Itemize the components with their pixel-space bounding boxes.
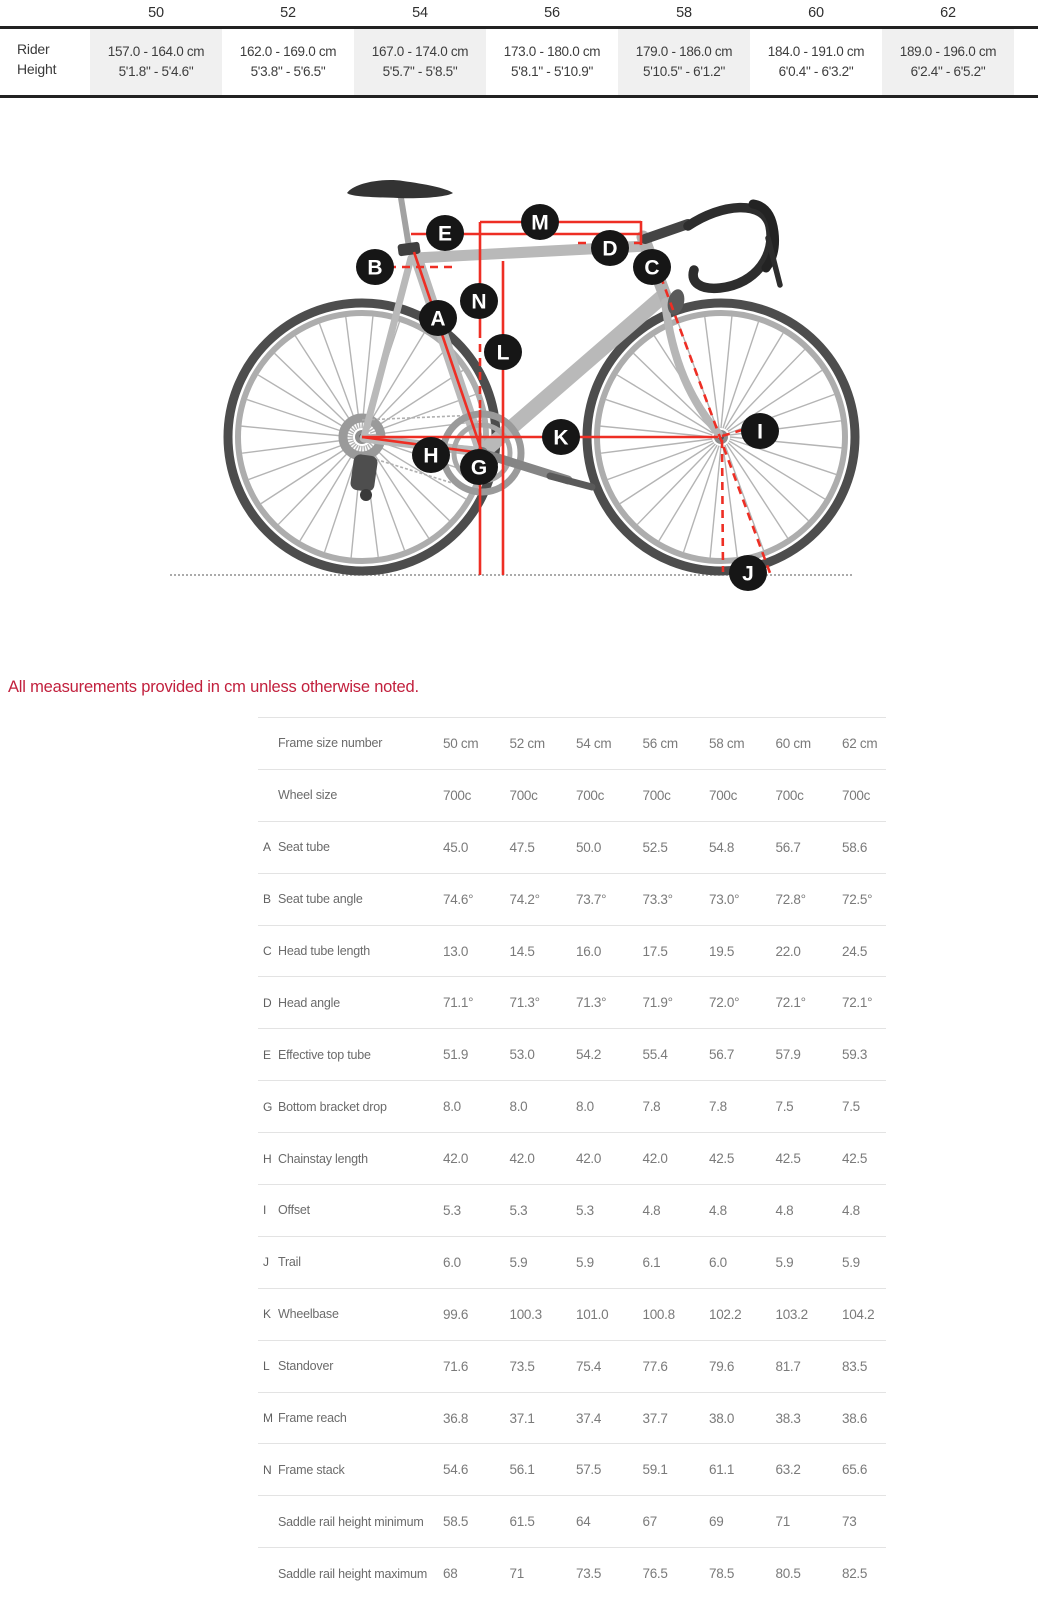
cell-value: 62 cm xyxy=(842,735,878,751)
rear-derailleur xyxy=(350,454,379,493)
cell-value: 71.3° xyxy=(509,995,540,1011)
row-letter: D xyxy=(263,995,272,1010)
cell-value: 72.8° xyxy=(775,891,806,907)
table-row xyxy=(258,1288,886,1340)
cell-value: 5.9 xyxy=(775,1254,794,1270)
size-header-50: 50 xyxy=(148,5,164,21)
cell-value: 59.3 xyxy=(842,1047,868,1063)
cell-value: 16.0 xyxy=(576,943,602,959)
cell-value: 73.5 xyxy=(509,1358,535,1374)
row-letter: L xyxy=(263,1359,270,1374)
cell-value: 102.2 xyxy=(709,1306,742,1322)
cell-value: 99.6 xyxy=(443,1306,469,1322)
cell-value: 8.0 xyxy=(443,1099,461,1115)
seatpost xyxy=(401,198,409,247)
rider-height-imperial: 5'8.1" - 5'10.9" xyxy=(511,64,593,79)
size-header-60: 60 xyxy=(808,5,824,21)
cell-value: 63.2 xyxy=(775,1462,801,1478)
diagram-label-E xyxy=(426,215,464,251)
cell-value: 47.5 xyxy=(509,839,535,855)
row-letter: H xyxy=(263,1151,272,1166)
row-label: Frame reach xyxy=(278,1411,347,1426)
table-row xyxy=(258,1443,886,1495)
diagram-label-C xyxy=(633,249,671,285)
cell-value: 7.5 xyxy=(775,1099,794,1115)
cell-value: 700c xyxy=(842,787,871,803)
cell-value: 42.5 xyxy=(842,1151,868,1167)
row-letter: I xyxy=(263,1203,267,1218)
table-row xyxy=(258,717,886,769)
rider-height-row xyxy=(0,29,1038,98)
table-row xyxy=(258,873,886,925)
cell-value: 104.2 xyxy=(842,1306,875,1322)
row-label: Head tube length xyxy=(278,944,371,958)
svg-text:G: G xyxy=(470,456,488,480)
cell-value: 60 cm xyxy=(775,735,811,751)
size-header-52: 52 xyxy=(280,5,296,21)
svg-text:B: B xyxy=(367,256,383,280)
table-row xyxy=(258,1132,886,1184)
row-label: Effective top tube xyxy=(278,1047,371,1062)
cell-value: 73.7° xyxy=(576,891,607,907)
cell-value: 54 cm xyxy=(576,735,612,751)
cell-value: 42.0 xyxy=(576,1151,602,1167)
svg-text:A: A xyxy=(430,307,446,331)
diagram-label-J xyxy=(729,555,767,591)
cell-value: 54.6 xyxy=(443,1462,469,1478)
table-row xyxy=(258,1080,886,1132)
diagram-label-H xyxy=(412,437,450,473)
svg-text:L: L xyxy=(496,341,510,365)
cell-value: 700c xyxy=(709,787,738,803)
cell-value: 7.8 xyxy=(709,1099,727,1115)
cell-value: 83.5 xyxy=(842,1358,868,1374)
line-seat-tube xyxy=(414,252,482,452)
cell-value: 45.0 xyxy=(443,839,469,855)
cell-value: 58.5 xyxy=(443,1514,469,1530)
diagram-label-K xyxy=(542,419,580,455)
cell-value: 5.3 xyxy=(443,1202,461,1218)
row-letter: E xyxy=(263,1047,271,1062)
diagram-label-N xyxy=(460,283,498,319)
cell-value: 71 xyxy=(509,1566,524,1582)
cell-value: 71.6 xyxy=(443,1358,469,1374)
svg-text:H: H xyxy=(423,444,439,468)
cell-value: 8.0 xyxy=(576,1099,594,1115)
row-label: Saddle rail height maximum xyxy=(278,1566,428,1581)
size-header-spacer xyxy=(0,0,90,26)
cell-value: 79.6 xyxy=(709,1358,735,1374)
row-letter: G xyxy=(263,1099,273,1114)
table-row xyxy=(258,976,886,1028)
cell-value: 64 xyxy=(576,1514,591,1530)
rider-height-imperial: 5'3.8" - 5'6.5" xyxy=(250,64,326,79)
svg-text:E: E xyxy=(437,222,453,246)
cell-value: 59.1 xyxy=(642,1462,668,1478)
cell-value: 74.6° xyxy=(443,891,474,907)
line-hub-vertical xyxy=(722,440,723,572)
cell-value: 78.5 xyxy=(709,1566,735,1582)
cell-value: 5.3 xyxy=(509,1202,528,1218)
row-label: Standover xyxy=(278,1359,334,1374)
diagram-label-D xyxy=(591,230,629,266)
size-header-56: 56 xyxy=(544,5,560,21)
row-label: Bottom bracket drop xyxy=(278,1099,387,1114)
size-header-58: 58 xyxy=(676,5,692,21)
cell-value: 103.2 xyxy=(775,1306,808,1322)
cell-value: 61.5 xyxy=(509,1514,535,1530)
cell-value: 56.7 xyxy=(709,1047,735,1063)
table-row xyxy=(258,1392,886,1444)
rider-height-label-line1: Rider xyxy=(17,41,50,57)
cell-value: 42.5 xyxy=(775,1151,801,1167)
cell-value: 101.0 xyxy=(576,1306,609,1322)
rider-size-table xyxy=(0,0,1038,98)
cell-value: 100.8 xyxy=(642,1306,675,1322)
cell-value: 700c xyxy=(443,787,472,803)
cell-value: 72.1° xyxy=(842,995,873,1011)
svg-text:D: D xyxy=(602,237,618,261)
cell-value: 700c xyxy=(775,787,804,803)
cell-value: 22.0 xyxy=(775,943,801,959)
rider-height-imperial: 5'5.7" - 5'8.5" xyxy=(382,64,458,79)
row-label: Frame stack xyxy=(278,1462,345,1477)
cell-value: 4.8 xyxy=(775,1202,794,1218)
row-label: Frame size number xyxy=(278,736,383,751)
cell-value: 37.7 xyxy=(642,1410,668,1426)
svg-text:M: M xyxy=(531,211,549,235)
cell-value: 37.1 xyxy=(509,1410,535,1426)
cell-value: 700c xyxy=(642,787,671,803)
cell-value: 14.5 xyxy=(509,943,535,959)
table-row xyxy=(258,1340,886,1392)
cell-value: 700c xyxy=(576,787,605,803)
cell-value: 7.5 xyxy=(842,1099,860,1115)
table-row xyxy=(258,1236,886,1288)
rider-height-cell-56 xyxy=(486,29,618,95)
rider-height-imperial: 6'0.4" - 6'3.2" xyxy=(778,64,854,79)
cell-value: 17.5 xyxy=(642,943,668,959)
cell-value: 5.3 xyxy=(576,1202,594,1218)
cell-value: 42.0 xyxy=(509,1151,535,1167)
cell-value: 67 xyxy=(642,1514,657,1530)
row-label: Seat tube angle xyxy=(278,892,363,907)
row-letter: M xyxy=(263,1411,273,1426)
cell-value: 54.8 xyxy=(709,839,735,855)
row-label: Trail xyxy=(278,1255,301,1270)
cell-value: 6.1 xyxy=(642,1254,661,1270)
cell-value: 72.5° xyxy=(842,891,873,907)
cell-value: 72.1° xyxy=(775,995,806,1011)
handlebar xyxy=(688,208,771,289)
measurements-note: All measurements provided in cm unless otherwise noted. xyxy=(8,678,419,696)
row-letter: N xyxy=(263,1462,272,1477)
cell-value: 71.9° xyxy=(642,995,673,1011)
cell-value: 6.0 xyxy=(709,1254,727,1270)
cell-value: 54.2 xyxy=(576,1047,602,1063)
cell-value: 73.3° xyxy=(642,891,673,907)
rider-height-cm: 167.0 - 174.0 cm xyxy=(371,44,469,59)
cell-value: 65.6 xyxy=(842,1462,868,1478)
rider-height-cm: 184.0 - 191.0 cm xyxy=(767,44,865,59)
rider-height-label xyxy=(0,29,90,95)
stem xyxy=(645,224,688,239)
cell-value: 71.3° xyxy=(576,995,607,1011)
row-letter: C xyxy=(263,944,272,958)
rider-height-cell-52 xyxy=(222,29,354,95)
cell-value: 56.7 xyxy=(775,839,801,855)
size-header-54: 54 xyxy=(412,5,428,21)
cell-value: 77.6 xyxy=(642,1358,668,1374)
svg-text:N: N xyxy=(471,290,487,314)
table-row xyxy=(258,821,886,873)
rider-height-imperial: 6'2.4" - 6'5.2" xyxy=(910,64,986,79)
cell-value: 4.8 xyxy=(842,1202,860,1218)
cell-value: 51.9 xyxy=(443,1047,469,1063)
diagram-label-M xyxy=(521,204,559,240)
cell-value: 82.5 xyxy=(842,1566,868,1582)
cell-value: 42.5 xyxy=(709,1151,735,1167)
svg-text:K: K xyxy=(553,426,569,450)
row-label: Head angle xyxy=(278,995,340,1010)
rider-height-cell-54 xyxy=(354,29,486,95)
cell-value: 80.5 xyxy=(775,1566,801,1582)
cell-value: 74.2° xyxy=(509,891,540,907)
size-header-row xyxy=(0,0,1038,29)
svg-text:J: J xyxy=(742,562,754,586)
cell-value: 700c xyxy=(509,787,538,803)
cell-value: 42.0 xyxy=(443,1151,469,1167)
rider-height-label-line2: Height xyxy=(17,61,57,77)
size-header-62: 62 xyxy=(940,5,956,21)
rider-height-cm: 189.0 - 196.0 cm xyxy=(899,44,997,59)
row-label: Offset xyxy=(278,1203,310,1218)
diagram-label-A xyxy=(419,300,457,336)
rider-height-cell-50 xyxy=(90,29,222,95)
cell-value: 37.4 xyxy=(576,1410,602,1426)
row-letter: A xyxy=(263,840,271,855)
rider-height-cm: 157.0 - 164.0 cm xyxy=(107,44,205,59)
cell-value: 24.5 xyxy=(842,943,868,959)
geometry-table xyxy=(258,717,886,1599)
cell-value: 73 xyxy=(842,1514,857,1530)
cell-value: 61.1 xyxy=(709,1462,735,1478)
cell-value: 56.1 xyxy=(509,1462,535,1478)
diagram-label-I xyxy=(741,413,779,449)
cell-value: 38.6 xyxy=(842,1410,868,1426)
row-label: Saddle rail height minimum xyxy=(278,1514,424,1529)
cell-value: 73.5 xyxy=(576,1566,602,1582)
cell-value: 50 cm xyxy=(443,735,479,751)
cell-value: 53.0 xyxy=(509,1047,535,1063)
rider-height-cell-60 xyxy=(750,29,882,95)
cell-value: 42.0 xyxy=(642,1151,668,1167)
cell-value: 71.1° xyxy=(443,995,474,1011)
table-row xyxy=(258,1184,886,1236)
svg-text:C: C xyxy=(644,256,660,280)
row-label: Wheel size xyxy=(278,788,338,803)
cell-value: 4.8 xyxy=(709,1202,727,1218)
cell-value: 71 xyxy=(775,1514,790,1530)
table-row xyxy=(258,1547,886,1599)
row-letter: K xyxy=(263,1307,271,1322)
cell-value: 38.3 xyxy=(775,1410,801,1426)
cell-value: 73.0° xyxy=(709,891,740,907)
svg-text:I: I xyxy=(757,420,763,444)
cell-value: 38.0 xyxy=(709,1410,735,1426)
row-label: Chainstay length xyxy=(278,1151,368,1166)
cell-value: 57.9 xyxy=(775,1047,801,1063)
table-row xyxy=(258,769,886,821)
cell-value: 8.0 xyxy=(509,1099,528,1115)
cell-value: 56 cm xyxy=(642,735,678,751)
row-letter: B xyxy=(263,892,271,907)
row-label: Wheelbase xyxy=(278,1307,339,1322)
cell-value: 72.0° xyxy=(709,995,740,1011)
cell-value: 58.6 xyxy=(842,839,868,855)
cell-value: 69 xyxy=(709,1514,724,1530)
diagram-label-L xyxy=(484,334,522,370)
cell-value: 52 cm xyxy=(509,735,545,751)
diagram-label-G xyxy=(460,449,498,485)
derailleur-pulley xyxy=(360,489,372,501)
row-letter: J xyxy=(263,1255,269,1270)
cell-value: 6.0 xyxy=(443,1254,461,1270)
cell-value: 4.8 xyxy=(642,1202,661,1218)
cell-value: 19.5 xyxy=(709,943,735,959)
row-label: Seat tube xyxy=(278,840,330,855)
cell-value: 5.9 xyxy=(509,1254,528,1270)
rider-height-cm: 179.0 - 186.0 cm xyxy=(635,44,733,59)
cell-value: 5.9 xyxy=(842,1254,860,1270)
rider-height-imperial: 5'10.5" - 6'1.2" xyxy=(643,64,725,79)
cell-value: 75.4 xyxy=(576,1358,602,1374)
diagram-label-B xyxy=(356,249,394,285)
cell-value: 7.8 xyxy=(642,1099,661,1115)
rider-height-cm: 173.0 - 180.0 cm xyxy=(503,44,601,59)
rider-height-cell-58 xyxy=(618,29,750,95)
cell-value: 100.3 xyxy=(509,1306,542,1322)
cell-value: 13.0 xyxy=(443,943,469,959)
rider-height-cell-62 xyxy=(882,29,1014,95)
rider-height-imperial: 5'1.8" - 5'4.6" xyxy=(118,64,194,79)
cell-value: 36.8 xyxy=(443,1410,469,1426)
table-row xyxy=(258,925,886,977)
table-row xyxy=(258,1028,886,1080)
cell-value: 58 cm xyxy=(709,735,745,751)
cell-value: 81.7 xyxy=(775,1358,801,1374)
cell-value: 76.5 xyxy=(642,1566,668,1582)
bike-geometry-diagram xyxy=(0,140,1038,600)
cell-value: 52.5 xyxy=(642,839,668,855)
cell-value: 68 xyxy=(443,1566,458,1582)
saddle xyxy=(347,180,453,198)
cell-value: 57.5 xyxy=(576,1462,602,1478)
cell-value: 55.4 xyxy=(642,1047,668,1063)
cell-value: 5.9 xyxy=(576,1254,594,1270)
cell-value: 50.0 xyxy=(576,839,602,855)
table-row xyxy=(258,1495,886,1547)
rider-height-cm: 162.0 - 169.0 cm xyxy=(239,44,337,59)
